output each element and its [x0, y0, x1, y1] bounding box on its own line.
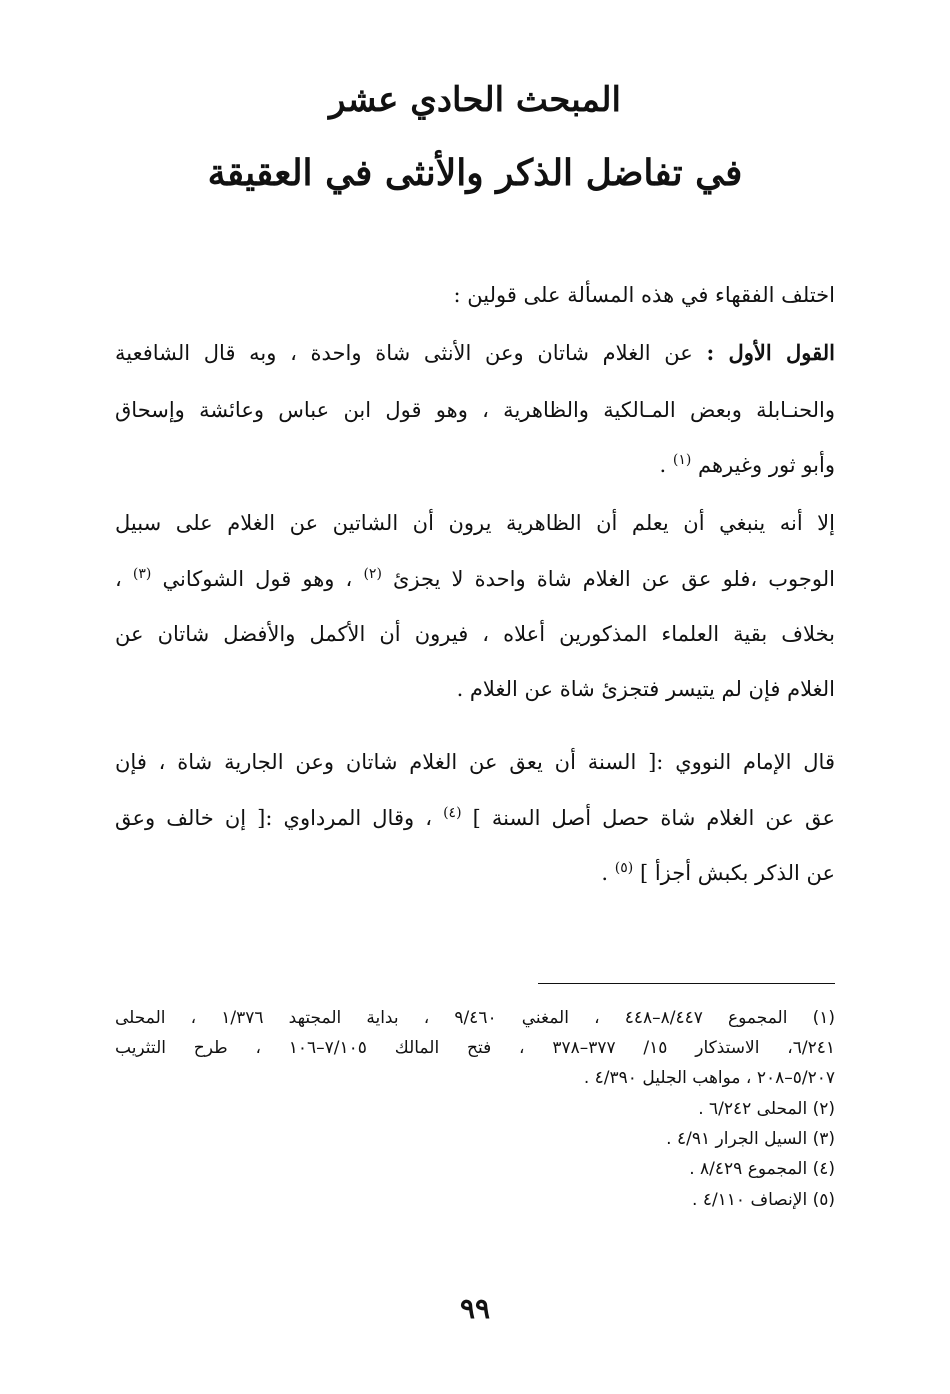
footnote-ref-4: (٤) — [443, 805, 462, 821]
footnote-2: (٢) المحلى ٦/٢٤٢ . — [698, 1099, 835, 1119]
footnote-3: (٣) السيل الجرار ٤/٩١ . — [666, 1129, 835, 1149]
first-opinion-text-3: وأبو ثور وغيرهم — [698, 453, 835, 477]
first-opinion-text-2: والحنـابلة وبعض المـالكية والظاهرية ، وهو قول ابن عباس وعائشة وإسحاق — [115, 398, 835, 422]
footnote-ref-1: (١) — [672, 452, 692, 468]
intro-line — [115, 275, 835, 315]
footnote-1-line-3: ٥/٢٠٧–٢٠٨ ، مواهب الجليل ٤/٣٩٠ . — [583, 1068, 835, 1088]
sentence-end: . — [659, 453, 667, 477]
paragraph-3-text-2b: ، وقال المرداوي :[ إن خالف وعق — [115, 806, 432, 830]
footnote-ref-2: (٢) — [363, 566, 382, 582]
paragraph-3-text-3b: . — [601, 861, 609, 885]
paragraph-2-text-4: الغلام فإن لم يتيسر فتجزئ شاة عن الغلام . — [456, 677, 835, 701]
footnote-ref-5: (٥) — [614, 860, 634, 876]
paragraph-3-line-2 — [115, 798, 835, 838]
section-title: المبحث الحادي عشر — [329, 80, 621, 120]
paragraph-2-text-1: إلا أنه ينبغي أن يعلم أن الظاهرية يرون أن الشاتين عن الغلام على سبيل — [115, 511, 835, 535]
paragraph-2-text-2c: ، — [115, 567, 122, 591]
first-opinion-line-1 — [115, 333, 835, 373]
page-number: ٩٩ — [459, 1292, 491, 1325]
paragraph-2-line-3 — [115, 614, 835, 654]
paragraph-2-line-1 — [115, 503, 835, 543]
paragraph-2-text-2b: ، وهو قول الشوكاني — [162, 567, 353, 591]
footnote-5: (٥) الإنصاف ٤/١١٠ . — [692, 1190, 835, 1210]
intro-text: اختلف الفقهاء في هذه المسألة على قولين : — [453, 283, 835, 307]
paragraph-3-text-3a: عن الذكر بكبش أجزأ ] — [639, 861, 835, 885]
first-opinion-text-1: عن الغلام شاتان وعن الأنثى شاة واحدة ، وبه قال الشافعية — [115, 341, 693, 365]
paragraph-3-line-3 — [115, 853, 835, 893]
paragraph-3-line-1 — [115, 742, 835, 782]
paragraph-3-text-2a: عق عن الغلام شاة حصل أصل السنة ] — [472, 806, 835, 830]
paragraph-2-text-2a: الوجوب ،فلو عق عن الغلام شاة واحدة لا يجزئ — [393, 567, 835, 591]
first-opinion-label: القول الأول : — [706, 340, 835, 365]
first-opinion-line-2 — [115, 390, 835, 430]
paragraph-2-text-3: بخلاف بقية العلماء المذكورين أعلاه ، فيرون أن الأكمل والأفضل شاتان عن — [115, 622, 835, 646]
footnote-4: (٤) المجموع ٨/٤٢٩ . — [689, 1159, 835, 1179]
footnote-separator — [538, 983, 835, 984]
section-subtitle: في تفاضل الذكر والأنثى في العقيقة — [207, 152, 743, 194]
footnote-ref-3: (٣) — [132, 566, 152, 582]
first-opinion-line-3 — [115, 445, 835, 485]
paragraph-2-line-2 — [115, 559, 835, 599]
paragraph-2-line-4 — [115, 669, 835, 709]
footnote-1-line-2: ٦/٢٤١، الاستذكار ١٥/ ٣٧٧–٣٧٨ ، فتح المالك ٧/١٠٥–١٠٦ ، طرح التثريب — [115, 1038, 836, 1058]
footnote-1-line-1: (١) المجموع ٨/٤٤٧–٤٤٨ ، المغني ٩/٤٦٠ ، بداية المجتهد ١/٣٧٦ ، المحلى — [115, 1008, 836, 1028]
paragraph-3-text-1: قال الإمام النووي :[ السنة أن يعق عن الغلام شاتان وعن الجارية شاة ، فإن — [115, 750, 835, 774]
